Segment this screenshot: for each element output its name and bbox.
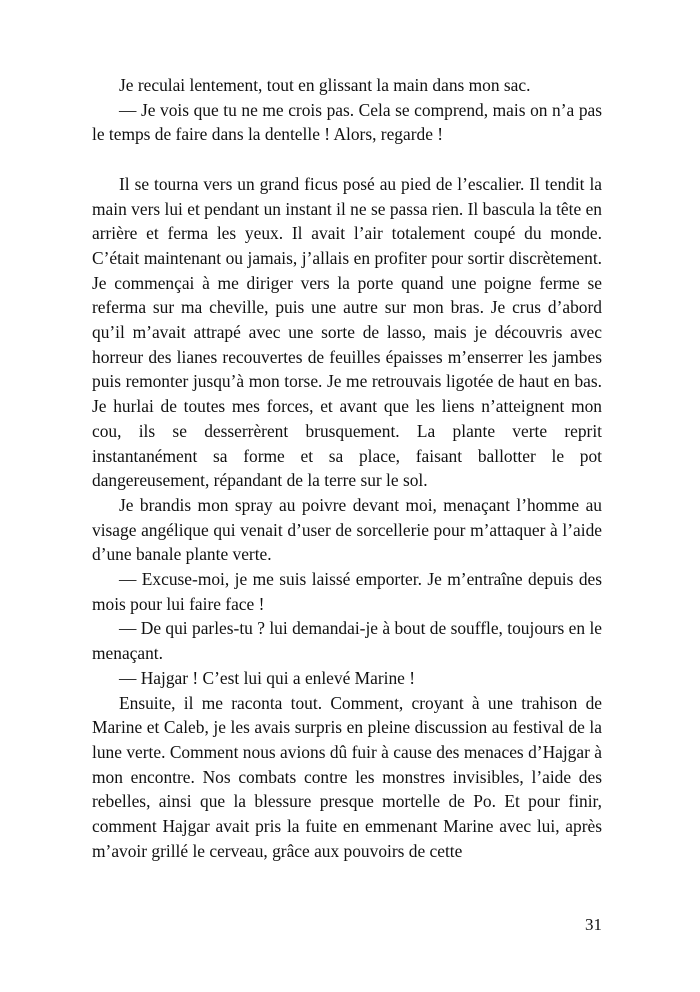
paragraph-2: — Je vois que tu ne me crois pas. Cela se comprend, mais on n’a pas le temps de faire dans la dentelle ! Alors, regarde ! bbox=[92, 99, 602, 145]
paragraph-6: — De qui parles-tu ? lui demandai-je à bout de souffle, toujours en le menaçant. bbox=[92, 618, 602, 664]
page-number: 31 bbox=[585, 915, 602, 934]
paragraph-3: Il se tourna vers un grand ficus posé au pied de l’escalier. Il tendit la main vers lui et pendant un instant il ne se passa rien. Il bascula la tête en arrière et ferma les yeux. Il avait l’air totalement coupé du monde. C’était maintenant ou jamais, j’allais en profiter pour sortir discrètement. Je commençai à me diriger vers la porte quand une poigne ferme se referma sur ma cheville, puis une autre sur mon bras. Je crus d’abord qu’il m’avait attrapé avec une sorte de lasso, mais je découvris avec horreur des lianes recouvertes de feuilles épaisses m’enserrer les jambes puis remonter jusqu’à mon torse. Je me retrouvais ligotée de haut en bas. Je hurlai de toutes mes forces, et avant que les liens n’atteignent mon cou, ils se desserrèrent brusquement. La plante verte reprit instantanément sa forme et sa place, faisant ballotter le pot dangereusement, répandant de la terre sur le sol. bbox=[92, 173, 602, 491]
paragraph-5: — Excuse-moi, je me suis laissé emporter. Je m’entraîne depuis des mois pour lui faire face ! bbox=[92, 569, 602, 614]
paragraph-8: Ensuite, il me raconta tout. Comment, croyant à une trahison de Marine et Caleb, je les avais surpris en pleine discussion au festival de la lune verte. Comment nous avions dû fuir à cause des menaces d’Hajgar à mon encontre. Nos combats contre les monstres invisibles, l’aide des rebelles, ainsi que la blessure presque mortelle de Po. Et pour finir, comment Hajgar avait pris la fuite en emmenant Marine avec lui, après m’avoir grillé le cerveau, grâce aux pouvoirs de cette bbox=[92, 692, 602, 861]
paragraph-4: Je brandis mon spray au poivre devant moi, menaçant l’homme au visage angélique qui venait d’user de sorcellerie pour m’attaquer à l’aide d’une banale plante verte. bbox=[92, 494, 602, 565]
paragraph-7: — Hajgar ! C’est lui qui a enlevé Marine ! bbox=[119, 667, 416, 688]
paragraph-1: Je reculai lentement, tout en glissant la main dans mon sac. bbox=[119, 75, 531, 95]
body-text bbox=[92, 73, 602, 863]
